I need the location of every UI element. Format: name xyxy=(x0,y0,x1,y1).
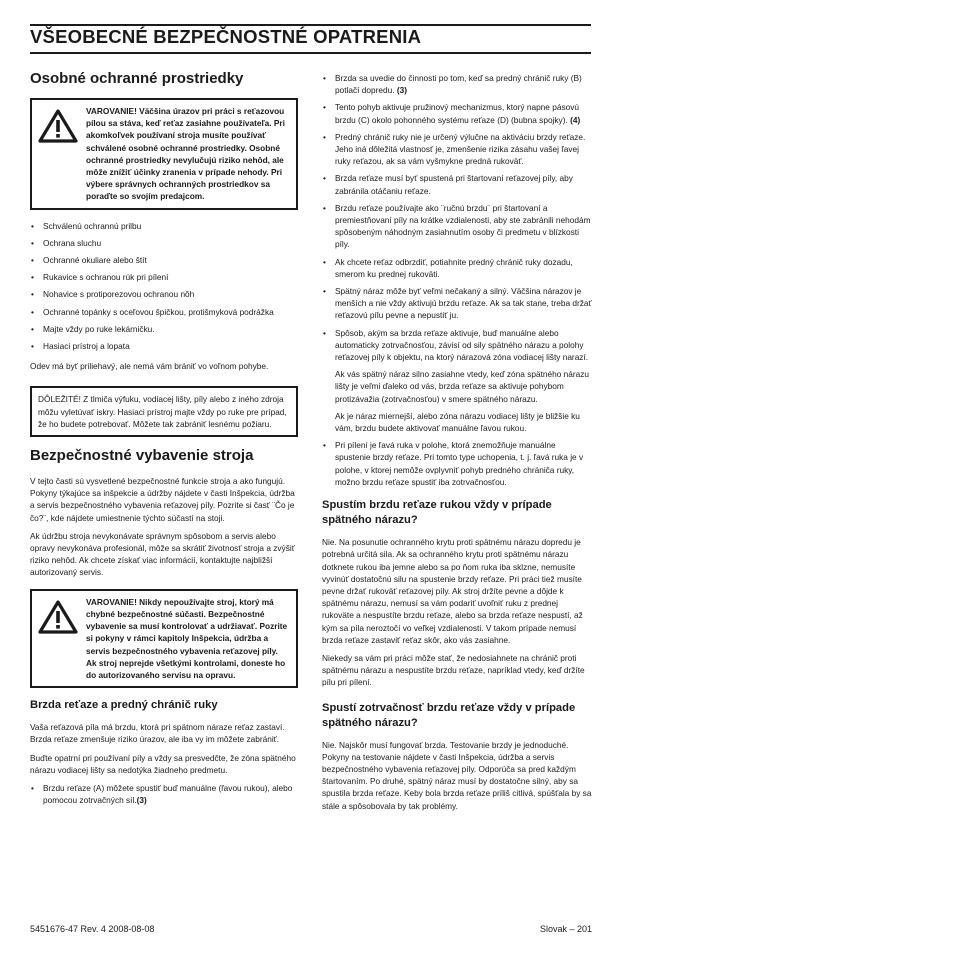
warning-box-ppe xyxy=(30,98,298,210)
list-item: • Ak chcete reťaz odbrzdiť, potiahnite predný chránič ruky dozadu, smerom ku prednej rukoväti. xyxy=(322,256,592,280)
notice-text: DÔLEŽITÉ! Z tlmiča výfuku, vodiacej lišty, píly alebo z iného zdroja môžu vyletúvať iskry. Hasiaci prístroj majte vždy po ruke pre prípad, že ho budete potrebovať. Môžete tak zabrániť lesnému požiaru. xyxy=(38,394,287,429)
list-item: • Spôsob, akým sa brzda reťaze aktivuje, buď manuálne alebo automaticky zotrvačnosťou, závisí od sily spätného nárazu a polohy reťazovej píly k objektu, na ktorý nárazová zóna vodiacej lišty narazí. Ak vás spätný náraz silno zasiahne vtedy, keď zóna spätného nárazu lišty je veľmi ďaleko od vás, brzda reťaze sa aktivuje pohybom protizávažia (zotrvačnosťou) v smere spätného nárazu. Ak je náraz miernejší, alebo zóna nárazu vodiacej lišty je bližšie ku vám, brzdu budete aktivovať manuálne ľavou rukou. xyxy=(322,327,592,435)
footer-document-number: 5451676-47 Rev. 4 2008-08-08 xyxy=(30,924,155,934)
list-item: • Pri pílení je ľavá ruka v polohe, ktorá znemožňuje manuálne spustenie brzdy reťaze. Pri tomto type uchopenia, t. j. ľavá ruka je v polohe, v ktorej nemôže ovplyvniť pohyb predného chrániča ruky, možno brzdu reťaze spustiť iba zotrvačnosťou. xyxy=(322,439,592,488)
paragraph: Niekedy sa vám pri práci môže stať, že nedosiahnete na chránič proti spätnému nárazu a nespustíte brzdu reťaze, napríklad vtedy, keď držíte pílu pri pílení. xyxy=(322,652,585,688)
list-item: • Brzdu reťaze používajte ako ¨ručnú brzdu¨ pri štartovaní a premiestňovaní píly na krátke vzdialenosti, aby ste zabránili nehodám spôsobeným náhodným zasiahnutím osoby či predmetu v blízkosti píly. xyxy=(322,202,592,251)
list-item: • Ochranné topánky s oceľovou špičkou, protišmyková podrážka xyxy=(30,306,298,318)
warning-triangle-icon xyxy=(38,596,82,681)
paragraph: Ak údržbu stroja nevykonávate správnym spôsobom a servis alebo opravy nevykonáva profesionál, môže sa skrátiť životnosť stroja a zvýšiť riziko nehôd. Ak chcete získať viac informácií, kontaktujte najbližší autorizovaný servis. xyxy=(30,530,295,578)
list-item: • Nohavice s protiporezovou ochranou nôh xyxy=(30,288,298,300)
list-item: • Spätný náraz môže byť veľmi nečakaný a silný. Väčšina nárazov je menších a nie vždy aktivujú brzdu reťaze. Ak sa tak stane, treba držať reťazovú pílu pevne a nepustiť ju. xyxy=(322,285,592,322)
paragraph: V tejto časti sú vysvetlené bezpečnostné funkcie stroja a ako fungujú. Pokyny týkajúce sa inšpekcie a údržby nájdete v časti Inšpekcia, údržba a servis bezpečnostného vybavenia reťazovej píly. Pozrite si časť ¨Čo je čo?¨, kde nájdete umiestnenie týchto súčastí na stoji. xyxy=(30,476,295,523)
subsection-heading-manual-brake: Spustím brzdu reťaze rukou vždy v prípade spätného nárazu? xyxy=(322,499,552,527)
paragraph: Nie. Najskôr musí fungovať brzda. Testovanie brzdy je jednoduché. Pokyny na testovanie nájdete v časti Inšpekcia, údržba a servis bezpečnostného vybavenia reťazovej píly. Odporúča sa pred každým štartovaním. Po druhé, spätný náraz musí by dostatočne silný, aby sa spustila brzda reťaze. Keby bola brzda reťaze príliš citlivá, spúšťala by sa stále a spôsobovala by tak problémy. xyxy=(322,739,592,811)
list-item: • Schválenú ochrannú prilbu xyxy=(30,220,298,232)
list-item: • Ochranné okuliare alebo štít xyxy=(30,254,298,266)
list-item: • Predný chránič ruky nie je určený výlučne na aktiváciu brzdy reťaze. Jeho iná dôležitá vlastnosť je, zmenšenie rizika zásahu vašej ľavej ruky reťazou, ak sa vám vyšmykne predná rukoväť. xyxy=(322,131,592,168)
list-item: • Hasiaci prístroj a lopata xyxy=(30,340,298,352)
paragraph-clothing: Odev má byť priliehavý, ale nemá vám brániť vo voľnom pohybe. xyxy=(30,361,269,372)
title-rule xyxy=(30,52,591,54)
subsection-heading-chain-brake: Brzda reťaze a predný chránič ruky xyxy=(30,699,218,712)
footer-page-number: Slovak – 201 xyxy=(539,924,592,934)
ppe-list xyxy=(30,220,298,353)
paragraph: Vaša reťazová píla má brzdu, ktorá pri spätnom náraze reťaz zastaví. Brzda reťaze zmenšuje riziko úrazov, ale iba vy im môžete zabrániť. xyxy=(30,722,285,745)
paragraph: Buďte opatrní pri používaní píly a vždy sa presvedčte, že zóna spätného nárazu vodiacej lišty sa nedotýka žiadneho predmetu. xyxy=(30,752,296,775)
warning-box-equipment xyxy=(30,589,298,688)
brake-detail-list xyxy=(322,72,592,488)
list-item: • Ochrana sluchu xyxy=(30,237,298,249)
warning-text: VAROVANIE! Nikdy nepoužívajte stroj, ktorý má chybné bezpečnostné súčasti. Bezpečnostné vybavenie sa musí kontrolovať a udržiavať. Pozrite si pokyny v rámci kapitoly Inšpekcia, údržba a servis bezpečnostného vybavenia reťazovej píly. Ak stroj neprejde všetkými kontrolami, doneste ho do autorizovaného servisu na opravu. xyxy=(86,596,288,680)
list-item-continuation: Ak vás spätný náraz silno zasiahne vtedy, keď zóna spätného nárazu lišty je veľmi ďaleko od vás, brzda reťaze sa aktivuje pohybom protizávažia (zotrvačnosťou) v smere spätného nárazu. xyxy=(335,369,590,404)
warning-text: VAROVANIE! Väčšina úrazov pri práci s reťazovou pílou sa stáva, keď reťaz zasiahne používateľa. Pri akomkoľvek používaní stroja musíte používať schválené osobné ochranné prostriedky. Osobné ochranné prostriedky nevylučujú riziko nehôd, ale môže znížiť účinky zranenia v prípade nehody. Pri výbere správnych ochranných prostriedkov sa poraďte so svojím predajcom. xyxy=(86,106,285,202)
list-item: • Rukavice s ochranou rúk pri pílení xyxy=(30,271,298,283)
paragraph: Nie. Na posunutie ochranného krytu proti spätnému nárazu dopredu je potrebná určitá sila. Ak sa ochranného krytu proti spätnému nárazu dotknete rukou iba jemne alebo sa po ňom ruka iba sklzne, nemusíte vyvinúť dostatočnú silu na spustenie brzdy reťaze. Pri práci tiež musíte pevne držať rukoväť reťazovej píly. Ak stroj držíte pevne a dôjde k spätnému nárazu, nemusí sa vám podariť uvoľniť ruku z prednej rukoväte a nespustíte brzdu reťaze, alebo sa brzda reťaze nespustí, až kým sa píla neroztočí vo veľkej vzdialenosti. V takom prípade nemusí brzda reťaze zastaviť reťaz skôr, ako vás zasiahne. xyxy=(322,537,583,645)
left-column xyxy=(30,66,298,814)
right-column xyxy=(322,72,592,818)
list-item: • Tento pohyb aktivuje pružinový mechanizmus, ktorý napne pásovú brzdu (C) okolo pohonného systému reťaze (D) (bubna spojky). (4) xyxy=(322,101,592,125)
list-item: • Brzda sa uvedie do činnosti po tom, keď sa predný chránič ruky (B) potlačí dopredu. (3) xyxy=(322,72,592,96)
subsection-heading-inertia-brake: Spustí zotrvačnosť brzdu reťaze vždy v prípade spätného nárazu? xyxy=(322,701,576,729)
page-title: VŠEOBECNÉ BEZPEČNOSTNÉ OPATRENIA xyxy=(30,26,422,47)
list-item-continuation: Ak je náraz miernejší, alebo zóna nárazu vodiacej lišty je bližšie ku vám, brzdu budete aktivovať manuálne ľavou rukou. xyxy=(335,410,580,434)
notice-box xyxy=(30,386,298,437)
section-heading-ppe: Osobné ochranné prostriedky xyxy=(30,70,244,87)
list-item: • Brzda reťaze musí byť spustená pri štartovaní reťazovej píly, aby zabránila otáčaniu reťaze. xyxy=(322,172,592,196)
brake-list xyxy=(30,782,298,806)
section-heading-safety-equipment: Bezpečnostné vybavenie stroja xyxy=(30,447,254,465)
warning-triangle-icon xyxy=(38,105,82,203)
list-item: • Brzdu reťaze (A) môžete spustiť buď manuálne (ľavou rukou), alebo pomocou zotrvačných síl.(3) xyxy=(30,782,298,806)
list-item: • Majte vždy po ruke lekárničku. xyxy=(30,323,298,335)
